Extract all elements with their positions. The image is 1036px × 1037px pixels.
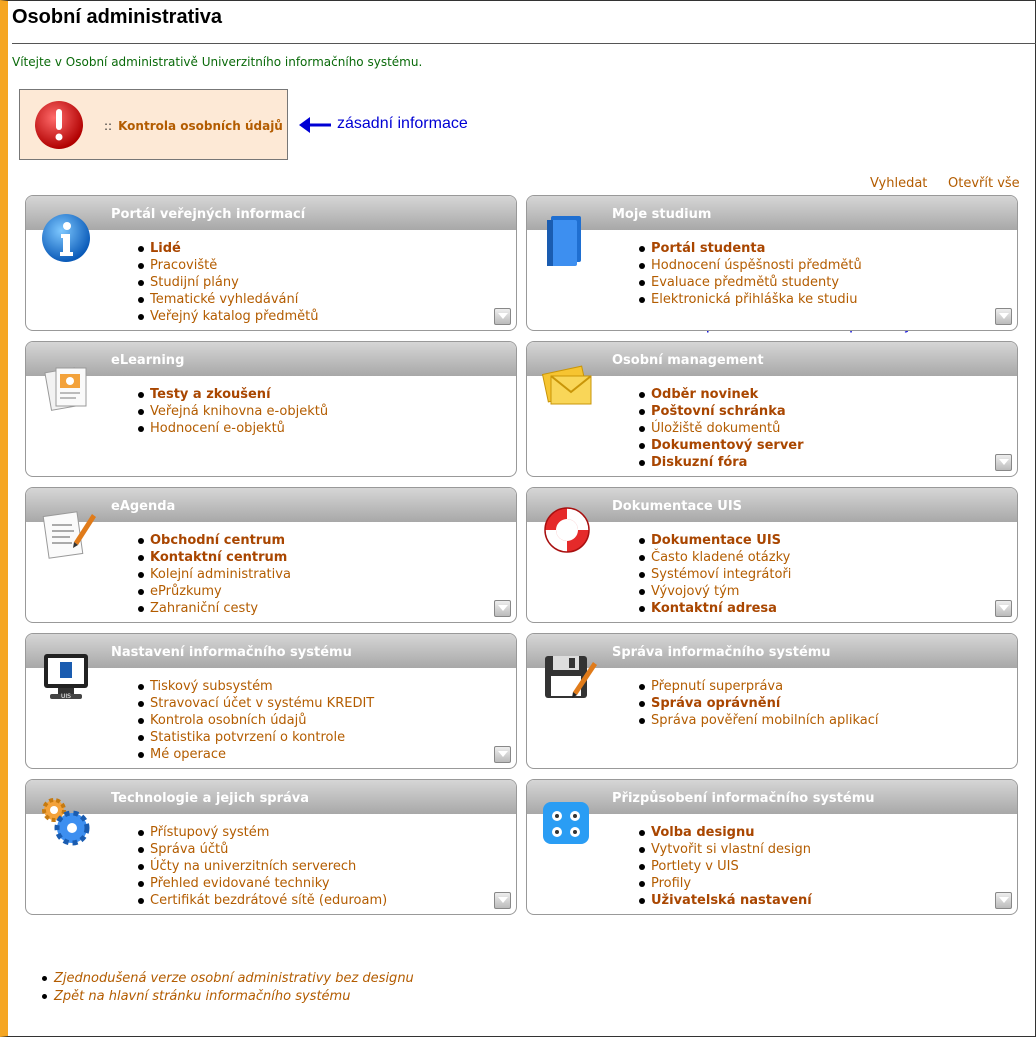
panel-title[interactable]: Přizpůsobení informačního systému xyxy=(612,791,875,806)
link-diskuzni-fora[interactable]: Diskuzní fóra xyxy=(637,454,804,471)
panel-eagenda xyxy=(25,487,517,623)
link-sprava-povereni-mobilnich-aplikaci[interactable]: Správa pověření mobilních aplikací xyxy=(637,712,878,729)
notepad-icon xyxy=(36,502,96,562)
search-link[interactable]: Vyhledat xyxy=(870,176,928,191)
back-to-main-link[interactable]: Zpět na hlavní stránku informačního systému xyxy=(40,988,414,1006)
link-certifikat-bezdratove-site-eduroam[interactable]: Certifikát bezdrátové sítě (eduroam) xyxy=(136,892,387,909)
panel-title[interactable]: Dokumentace UIS xyxy=(612,499,743,514)
link-volba-designu[interactable]: Volba designu xyxy=(637,824,812,841)
link-odber-novinek[interactable]: Odběr novinek xyxy=(637,386,804,403)
panel-header xyxy=(527,196,1017,230)
panel-link-list xyxy=(637,532,791,617)
monitor-label: UIS xyxy=(61,693,71,700)
link-verejny-katalog-predmetu[interactable]: Veřejný katalog předmětů xyxy=(136,308,318,325)
link-epruzkumy[interactable]: ePrůzkumy xyxy=(136,583,291,600)
link-tiskovy-subsystem[interactable]: Tiskový subsystém xyxy=(136,678,374,695)
info-icon xyxy=(36,210,96,270)
panel-prizpusobeni-informacniho-systemu xyxy=(526,779,1018,915)
panel-title[interactable]: Moje studium xyxy=(612,207,712,222)
link-testy-a-zkouseni[interactable]: Testy a zkoušení xyxy=(136,386,328,403)
expand-chevron-icon[interactable] xyxy=(995,892,1012,909)
link-studijni-plany[interactable]: Studijní plány xyxy=(136,274,318,291)
panel-portal-verejnych-informaci xyxy=(25,195,517,331)
link-tematicke-vyhledavani[interactable]: Tematické vyhledávání xyxy=(136,291,318,308)
design-icon xyxy=(537,794,597,854)
link-elektronicka-prihlaska-ke-studiu[interactable]: Elektronická přihláška ke studiu xyxy=(637,291,862,308)
lifebuoy-icon xyxy=(537,502,597,562)
link-portlety-v-uis[interactable]: Portlety v UIS xyxy=(637,858,812,875)
simplified-version-link[interactable]: Zjednodušená verze osobní administrativy bez designu xyxy=(40,970,414,988)
panel-title[interactable]: Osobní management xyxy=(612,353,764,368)
panel-link-list xyxy=(637,678,878,729)
panel-title[interactable]: Portál veřejných informací xyxy=(111,207,306,222)
warning-icon xyxy=(34,100,84,150)
panel-title[interactable]: eLearning xyxy=(111,353,185,368)
notice-box xyxy=(19,89,288,160)
link-dokumentace-uis[interactable]: Dokumentace UIS xyxy=(637,532,791,549)
panel-link-list xyxy=(637,386,804,471)
link-kontaktni-adresa[interactable]: Kontaktní adresa xyxy=(637,600,791,617)
expand-chevron-icon[interactable] xyxy=(494,308,511,325)
link-obchodni-centrum[interactable]: Obchodní centrum xyxy=(136,532,291,549)
floppy-icon xyxy=(537,648,597,708)
panel-title[interactable]: Nastavení informačního systému xyxy=(111,645,352,660)
link-prepnuti-superprava[interactable]: Přepnutí superpráva xyxy=(637,678,878,695)
notice-row xyxy=(104,119,283,133)
page-title: Osobní administrativa xyxy=(12,6,223,28)
link-verejna-knihovna-e-objektu[interactable]: Veřejná knihovna e-objektů xyxy=(136,403,328,420)
panel-title[interactable]: Technologie a jejich správa xyxy=(111,791,310,806)
panel-header xyxy=(26,488,516,522)
panel-link-list xyxy=(637,824,812,909)
link-dokumentovy-server[interactable]: Dokumentový server xyxy=(637,437,804,454)
panel-sprava-informacniho-systemu xyxy=(526,633,1018,769)
link-lide[interactable]: Lidé xyxy=(136,240,318,257)
bottom-links xyxy=(40,970,414,1006)
link-uzivatelska-nastaveni[interactable]: Uživatelská nastavení xyxy=(637,892,812,909)
panel-link-list xyxy=(136,532,291,617)
panel-technologie-a-jejich-sprava xyxy=(25,779,517,915)
gears-icon xyxy=(36,794,96,854)
notice-separator: :: xyxy=(104,119,113,133)
panel-link-list xyxy=(136,678,374,763)
link-evaluace-predmetu-studenty[interactable]: Evaluace předmětů studenty xyxy=(637,274,862,291)
expand-chevron-icon[interactable] xyxy=(995,308,1012,325)
panel-link-list xyxy=(136,386,328,437)
monitor-icon xyxy=(36,648,96,708)
panel-link-list xyxy=(136,824,387,909)
link-hodnoceni-e-objektu[interactable]: Hodnocení e-objektů xyxy=(136,420,328,437)
link-pracoviste[interactable]: Pracoviště xyxy=(136,257,318,274)
notice-link[interactable]: Kontrola osobních údajů xyxy=(118,119,283,133)
link-ucty-na-univerzitnich-serverech[interactable]: Účty na univerzitních serverech xyxy=(136,858,387,875)
elearning-icon xyxy=(36,356,96,416)
panel-nastaveni-informacniho-systemu xyxy=(25,633,517,769)
link-profily[interactable]: Profily xyxy=(637,875,812,892)
book-icon xyxy=(537,210,597,270)
panel-dokumentace-uis xyxy=(526,487,1018,623)
open-all-link[interactable]: Otevřít vše xyxy=(948,176,1020,191)
envelope-icon xyxy=(537,356,597,416)
welcome-text: Vítejte v Osobní administrativě Univerzitního informačního systému. xyxy=(12,55,423,69)
link-kontrola-osobnich-udaju[interactable]: Kontrola osobních údajů xyxy=(136,712,374,729)
link-postovni-schranka[interactable]: Poštovní schránka xyxy=(637,403,804,420)
link-vyvojovy-tym[interactable]: Vývojový tým xyxy=(637,583,791,600)
link-kolejni-administrativa[interactable]: Kolejní administrativa xyxy=(136,566,291,583)
link-prehled-evidovane-techniky[interactable]: Přehled evidované techniky xyxy=(136,875,387,892)
panel-header xyxy=(26,342,516,376)
expand-chevron-icon[interactable] xyxy=(494,746,511,763)
panel-title[interactable]: eAgenda xyxy=(111,499,176,514)
link-systemovi-integratori[interactable]: Systémoví integrátoři xyxy=(637,566,791,583)
panel-moje-studium xyxy=(526,195,1018,331)
link-zahranicni-cesty[interactable]: Zahraniční cesty xyxy=(136,600,291,617)
expand-chevron-icon[interactable] xyxy=(995,454,1012,471)
expand-chevron-icon[interactable] xyxy=(494,600,511,617)
panel-title[interactable]: Správa informačního systému xyxy=(612,645,831,660)
title-divider xyxy=(12,43,1036,44)
expand-chevron-icon[interactable] xyxy=(995,600,1012,617)
panel-link-list xyxy=(136,240,318,325)
link-vytvorit-si-vlastni-design[interactable]: Vytvořit si vlastní design xyxy=(637,841,812,858)
panel-header xyxy=(527,342,1017,376)
link-stravovaci-ucet-v-systemu-kredit[interactable]: Stravovací účet v systému KREDIT xyxy=(136,695,374,712)
panel-elearning xyxy=(25,341,517,477)
link-sprava-uctu[interactable]: Správa účtů xyxy=(136,841,387,858)
link-me-operace[interactable]: Mé operace xyxy=(136,746,374,763)
link-sprava-opravneni[interactable]: Správa oprávnění xyxy=(637,695,878,712)
link-casto-kladene-otazky[interactable]: Často kladené otázky xyxy=(637,549,791,566)
link-hodnoceni-uspesnosti-predmetu[interactable]: Hodnocení úspěšnosti předmětů xyxy=(637,257,862,274)
panel-header xyxy=(527,488,1017,522)
link-statistika-potvrzeni-o-kontrole[interactable]: Statistika potvrzení o kontrole xyxy=(136,729,374,746)
panel-link-list xyxy=(637,240,862,308)
expand-chevron-icon[interactable] xyxy=(494,892,511,909)
link-uloziste-dokumentu[interactable]: Úložiště dokumentů xyxy=(637,420,804,437)
annotation-notice-label: zásadní informace xyxy=(337,115,468,132)
link-kontaktni-centrum[interactable]: Kontaktní centrum xyxy=(136,549,291,566)
panel-osobni-management xyxy=(526,341,1018,477)
link-portal-studenta[interactable]: Portál studenta xyxy=(637,240,862,257)
link-pristupovy-system[interactable]: Přístupový systém xyxy=(136,824,387,841)
